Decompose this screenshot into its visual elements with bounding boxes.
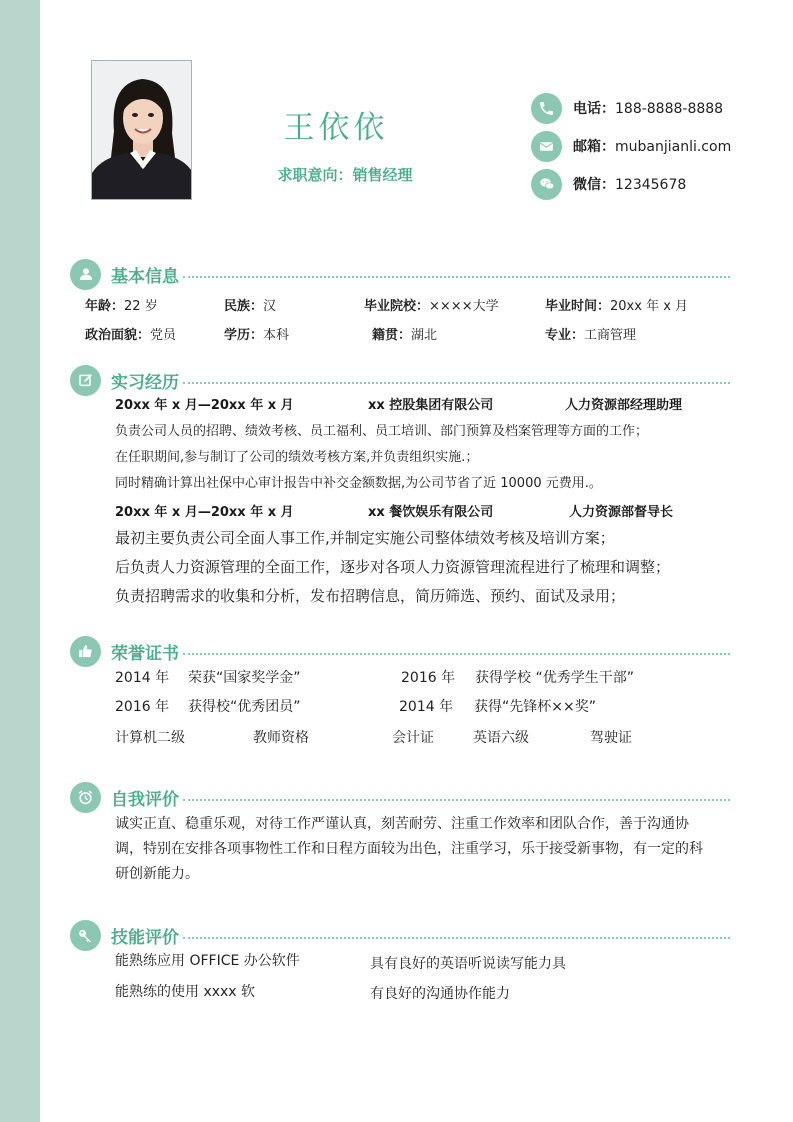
profile-photo [91, 60, 192, 200]
job-intent: 求职意向：销售经理 [277, 166, 413, 184]
candidate-name: 王依依 [283, 110, 389, 146]
honor-year: 2016 年 [401, 670, 456, 686]
dotted-divider [183, 382, 730, 384]
job-1-duty: 负责公司人员的招聘、绩效考核、员工福利、员工培训、部门预算及档案管理等方面的工作； [115, 424, 649, 439]
honor-text: 获得校“优秀团员” [188, 699, 301, 715]
info-school: 毕业院校：××××大学 [364, 299, 499, 314]
job-1-duty: 在任职期间,参与制订了公司的绩效考核方案,并负责组织实施.； [115, 450, 479, 465]
info-political: 政治面貌：党员 [85, 328, 177, 343]
certificate-item: 教师资格 [253, 730, 309, 746]
section-title: 自我评价 [111, 789, 179, 810]
honor-text: 获得“先锋杯××奖” [474, 699, 596, 715]
dotted-divider [183, 276, 730, 278]
contact-email [531, 130, 731, 162]
phone-icon [531, 93, 562, 124]
job-2-duty: 负责招聘需求的收集和分析，发布招聘信息，简历筛选、预约、面试及录用； [115, 587, 626, 605]
section-honors [70, 635, 730, 667]
alarm-clock-icon [70, 782, 101, 813]
job-1-position: 人力资源部经理助理 [565, 398, 683, 413]
section-basic-info [70, 258, 730, 290]
honor-text: 荣获“国家奖学金” [188, 670, 301, 686]
info-education: 学历：本科 [224, 328, 290, 343]
phone-label: 电话： [573, 101, 615, 117]
certificate-item: 计算机二级 [115, 730, 185, 746]
mail-icon [531, 131, 562, 162]
info-ethnicity: 民族：汉 [224, 299, 277, 314]
self-evaluation-text: 诚实正直、稳重乐观，对待工作严谨认真，刻苦耐劳、注重工作效率和团队合作，善于沟通协调，特别在安排各项事物性工作和日程方面较为出色，注重学习，乐于接受新事物，有一定的科研创新能力。 [115, 816, 703, 882]
section-internship [70, 364, 730, 396]
section-title: 基本信息 [111, 266, 179, 287]
section-self-eval [70, 781, 730, 813]
job-2-duty: 最初主要负责公司全面人事工作,并制定实施公司整体绩效考核及培训方案； [115, 529, 615, 547]
skill-item: 能熟练应用 OFFICE 办公软件 [115, 953, 300, 969]
section-skills [70, 919, 730, 951]
phone-value: 188-8888-8888 [615, 101, 724, 117]
user-icon [70, 259, 101, 290]
wechat-value: 12345678 [615, 177, 687, 193]
certificate-item: 驾驶证 [590, 730, 632, 746]
job-1-company: xx 控股集团有限公司 [368, 398, 494, 413]
wechat-label: 微信： [573, 177, 615, 193]
honor-text: 获得学校 “优秀学生干部” [475, 670, 634, 686]
contact-wechat [531, 168, 686, 200]
certificate-item: 英语六级 [473, 730, 529, 746]
info-major: 专业：工商管理 [545, 328, 637, 343]
section-title: 实习经历 [111, 372, 179, 393]
skill-item: 能熟练的使用 xxxx 软 [115, 984, 256, 1000]
job-2-duty: 后负责人力资源管理的全面工作，逐步对各项人力资源管理流程进行了梳理和调整； [115, 558, 671, 576]
email-label: 邮箱： [573, 139, 615, 155]
thumbs-up-icon [70, 636, 101, 667]
side-bar [0, 0, 40, 1122]
info-hometown: 籍贯：湖北 [372, 328, 438, 343]
wechat-icon [531, 169, 562, 200]
skill-item: 有良好的沟通协作能力 [370, 986, 510, 1002]
honor-year: 2014 年 [399, 699, 454, 715]
certificate-item: 会计证 [392, 730, 434, 746]
honor-year: 2014 年 [115, 670, 170, 686]
job-2-period: 20xx 年 x 月—20xx 年 x 月 [115, 505, 294, 520]
job-1-period: 20xx 年 x 月—20xx 年 x 月 [115, 398, 294, 413]
dotted-divider [183, 653, 730, 655]
info-age: 年龄：22 岁 [85, 299, 158, 314]
job-1-duty: 同时精确计算出社保中心审计报告中补交金额数据,为公司节省了近 10000 元费用.。 [115, 476, 602, 491]
edit-icon [70, 365, 101, 396]
key-icon [70, 920, 101, 951]
honor-year: 2016 年 [115, 699, 170, 715]
job-2-company: xx 餐饮娱乐有限公司 [368, 505, 494, 520]
info-grad-time: 毕业时间：20xx 年 x 月 [545, 299, 689, 314]
dotted-divider [183, 799, 730, 801]
section-title: 荣誉证书 [111, 643, 179, 664]
dotted-divider [183, 937, 730, 939]
section-title: 技能评价 [111, 927, 179, 948]
contact-phone [531, 92, 723, 124]
skill-item: 具有良好的英语听说读写能力具 [370, 956, 566, 972]
job-2-position: 人力资源部督导长 [569, 505, 674, 520]
email-value: mubanjianli.com [615, 139, 732, 155]
